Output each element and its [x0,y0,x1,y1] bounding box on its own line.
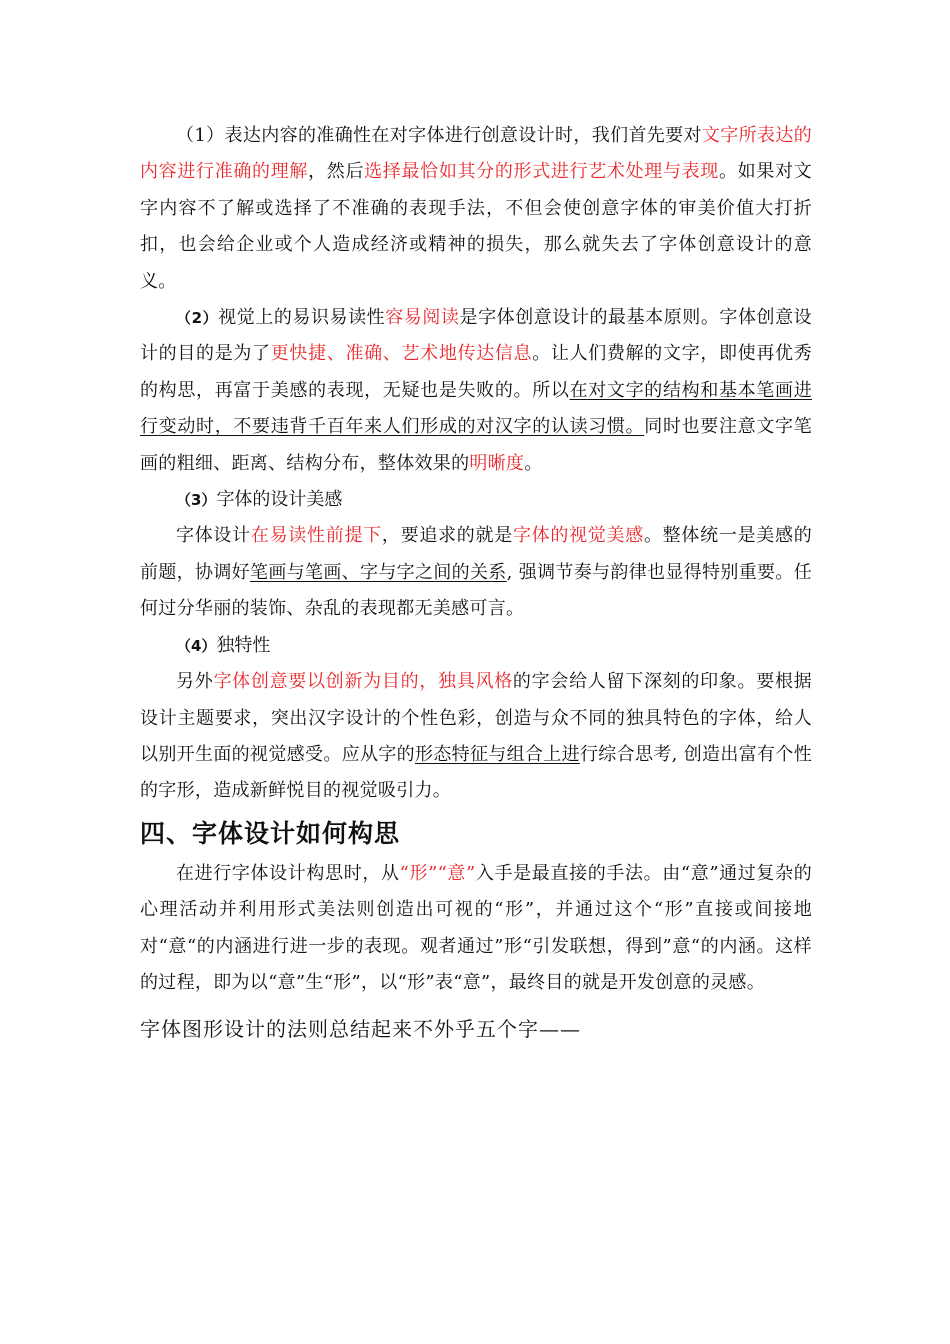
text: 行综合思考, 创造出富有个性的字形，造成新鲜悦目的视觉吸引力。 [140,743,812,802]
text: , 强调节奏与韵律也显得特别重要。任何过分华丽的装饰、杂乱的表现都无美感可言。 [140,561,813,620]
highlight-text: 文字所表达的内容进行准确的理解 [140,125,812,183]
paragraph-conception [140,856,812,1002]
section-heading: 四、字体设计如何构思 [140,818,401,848]
text: ，要追求的就是 [381,525,513,547]
underlined-text: 形态特征与组合上进 [414,743,580,765]
item-number: （4） [176,636,217,655]
highlight-text: 明晰度 [469,452,525,474]
text: 入手是最直接的手法。由“意”通过复杂的心理活动并利用形式美法则创造出可视的“形”，并通过这个“形”直接或间接地对“意“的内涵进行进一步的表现。观者通过”形“引发联想，得到”意“的内涵。这样的过程，即为以“意”生“形”，以“形”表“意”，最终目的就是开发创意的灵感。 [140,862,813,993]
highlight-text: 更快捷、准确、艺术地传达信息 [270,343,533,365]
paragraph-uniqueness [140,664,812,810]
text: 视觉上的易识易读性 [218,307,386,329]
text: 另外 [176,671,214,693]
text: ，然后 [308,161,365,183]
text: 。整体统一是美感的前题，协调好 [140,525,813,583]
paragraph-readability [140,300,812,482]
text: （1）表达内容的准确性在对字体进行创意设计时，我们首先要对 [176,125,702,146]
text: 是字体创意设计的最基本原则。字体创意设计的目的是为了 [140,307,812,365]
highlight-text: 字体的视觉美感 [512,525,644,547]
highlight-text: 在易读性前提下 [250,525,382,547]
subheading-aesthetics [140,482,812,518]
highlight-text: “形”“意” [399,862,476,884]
text: 在进行字体设计构思时，从 [176,862,400,884]
subheading-uniqueness [140,628,812,664]
highlight-text: 字体创意要以创新为目的，独具风格 [213,671,513,693]
underlined-text: 在对文字的结构和基本笔画进行变动时，不要违背千百年来人们形成的对汉字的认读习惯。 [140,379,812,438]
underlined-text: 笔画与笔画、字与字之间的关系 [250,561,507,583]
document-page [140,118,812,1047]
text: 字体设计 [176,525,251,547]
subheading-label: 字体的设计美感 [216,489,343,511]
text: 的字会给人留下深刻的印象。要根据设计主题要求，突出汉字设计的个性色彩，创造与众不同的独具特色的字体，给人以别开生面的视觉感受。应从字的 [140,671,812,765]
paragraph-aesthetics [140,518,812,627]
text: 。让人们费解的文字，即使再优秀的构思，再富于美感的表现，无疑也是失败的。所以 [140,343,813,401]
highlight-text: 选择最恰如其分的形式进行艺术处理与表现 [364,161,719,183]
summary-line: 字体图形设计的法则总结起来不外乎五个字—— [140,1017,581,1042]
item-number: （3） [176,491,217,510]
subheading-label: 独特性 [216,634,271,656]
highlight-text: 容易阅读 [385,307,460,329]
text: 。 [524,452,543,474]
item-number: （2） [176,309,219,328]
text: 同时也要注意文字笔画的粗细、距离、结构分布，整体效果的 [140,416,812,474]
paragraph-accuracy [140,118,812,300]
text: 。如果对文字内容不了解或选择了不准确的表现手法，不但会使创意字体的审美价值大打折扣，也会给企业或个人造成经济或精神的损失，那么就失去了字体创意设计的意义。 [140,161,812,292]
